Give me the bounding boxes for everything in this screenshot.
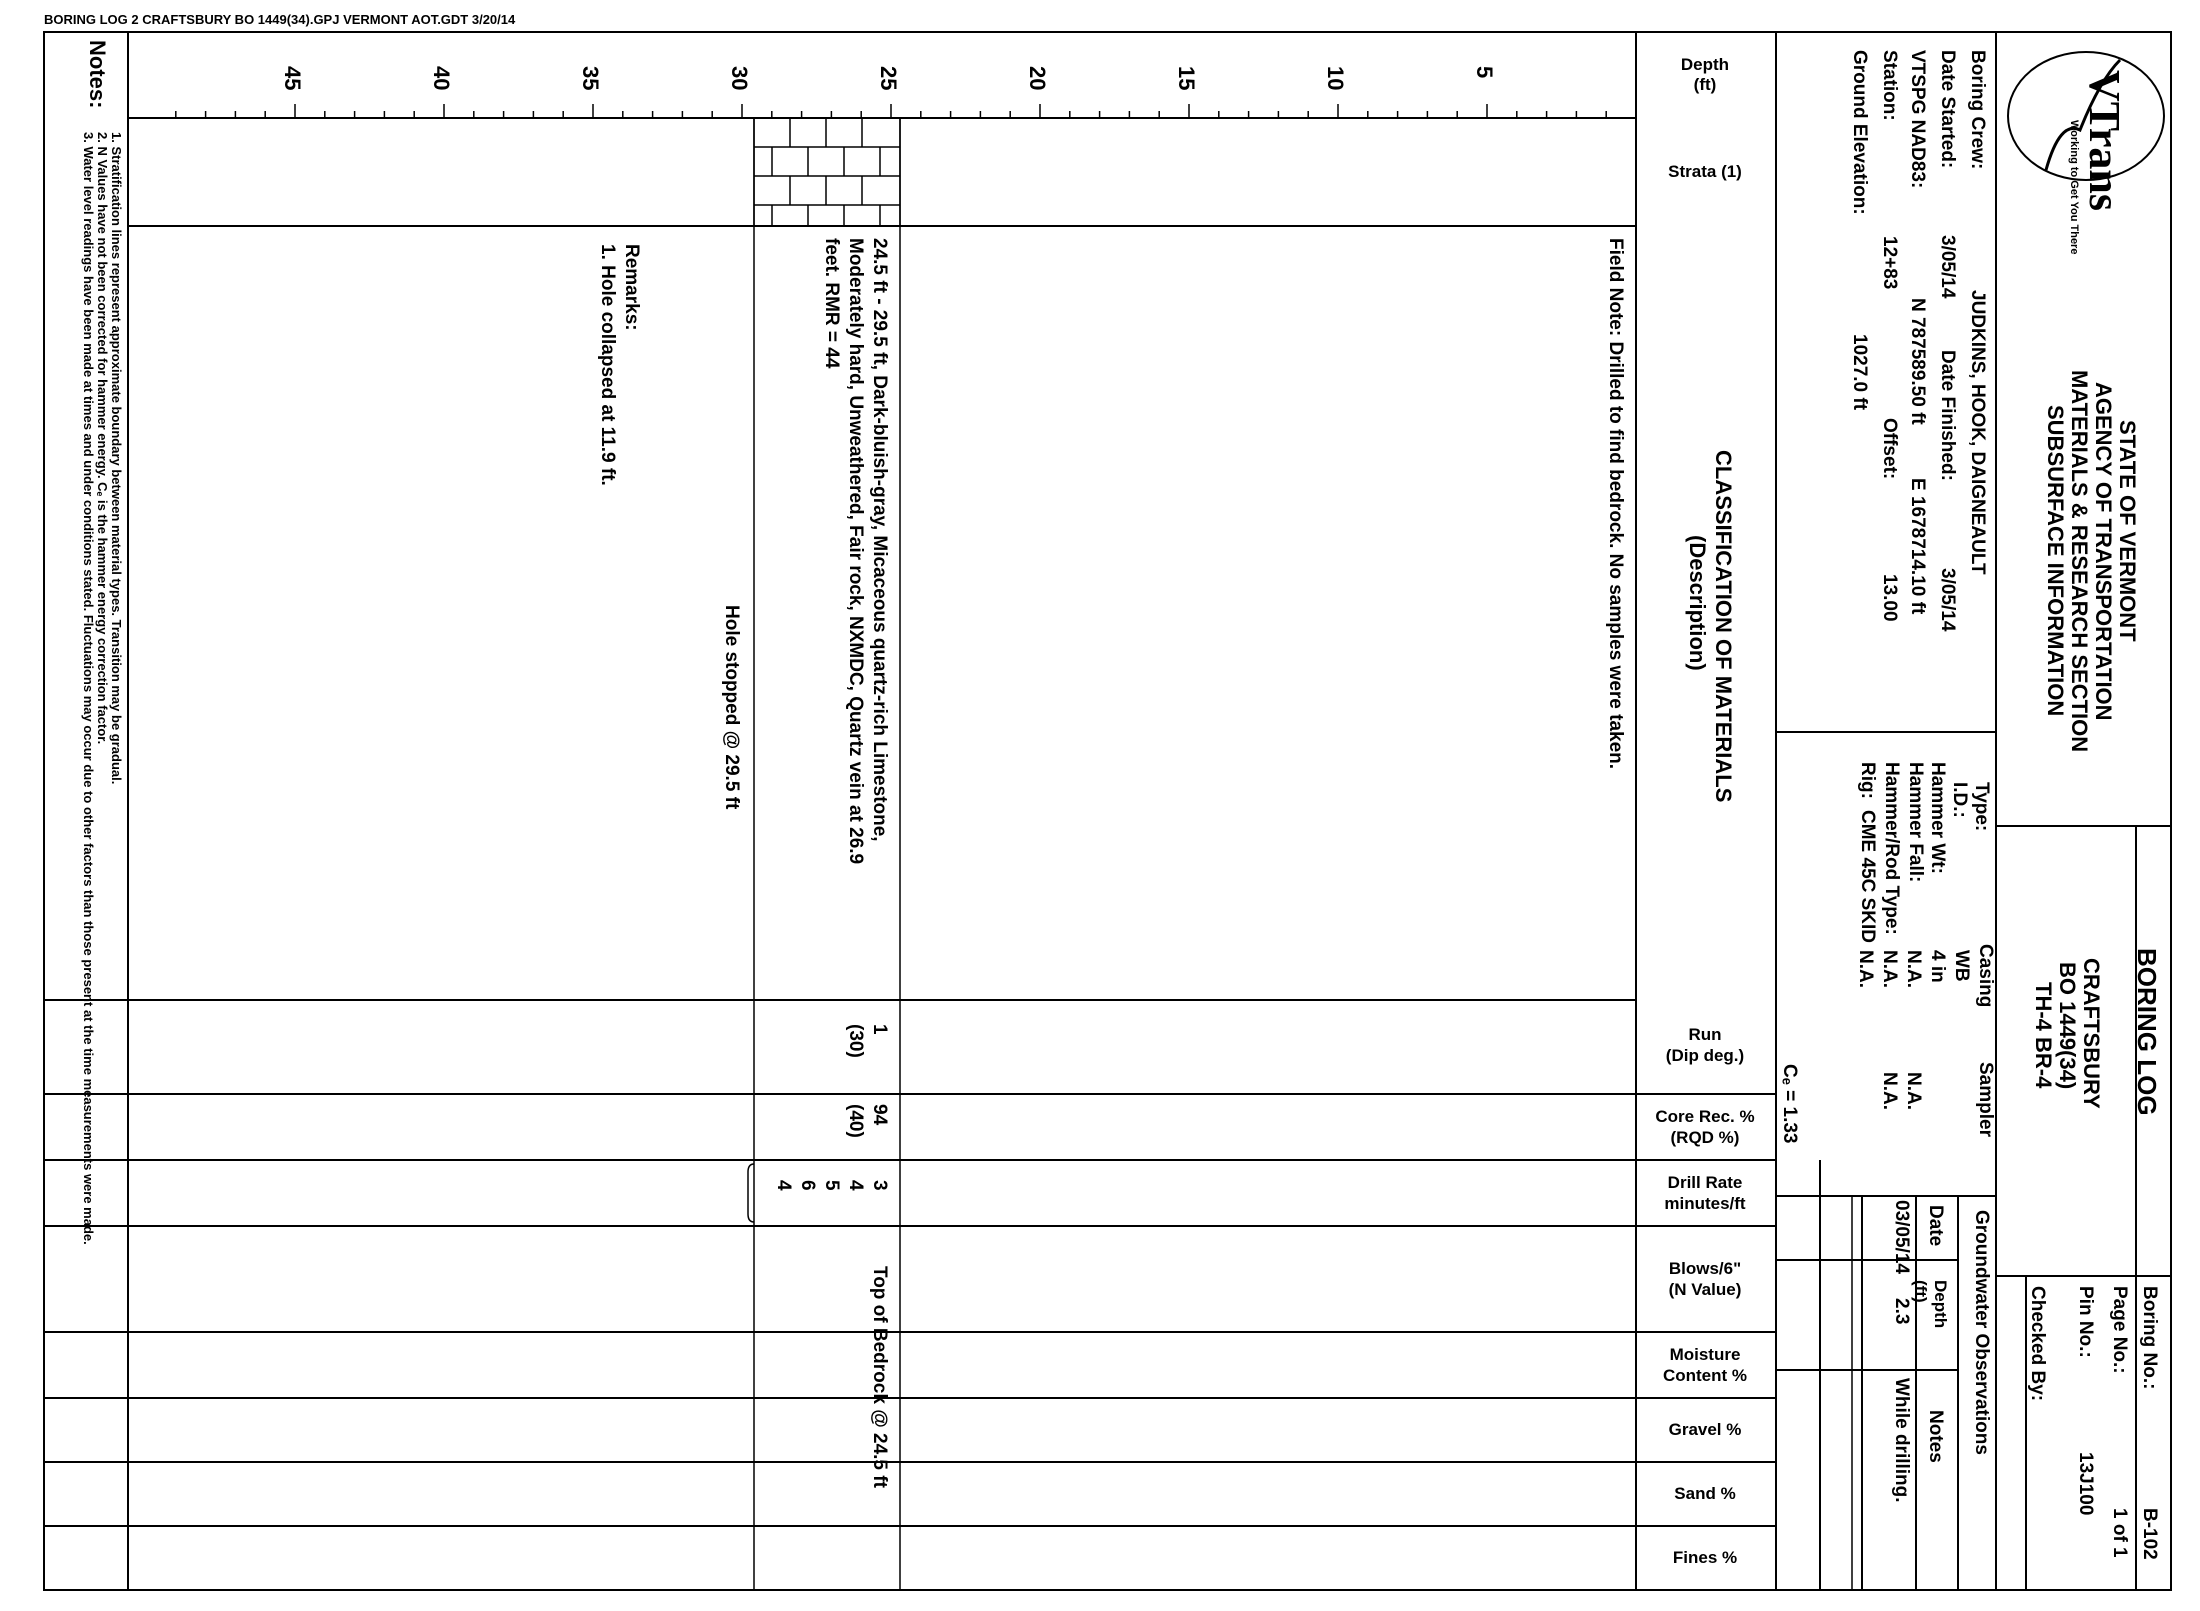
notes-label: Notes:	[85, 40, 110, 109]
northing: N 787589.50 ft	[1907, 298, 1928, 425]
gw-depth-label-text: Depth (ft)	[1911, 1280, 1950, 1329]
col-depth-header	[1640, 55, 1770, 95]
gw-notes: While drilling.	[1891, 1378, 1912, 1503]
depth-tick-label: 30	[727, 66, 752, 91]
boring-log-title: BORING LOG	[2132, 948, 2162, 1116]
depth-tick-label: 15	[1174, 66, 1199, 91]
col-gravel-header: Gravel %	[1668, 1420, 1742, 1439]
col-blows-text: Blows/6" (N Value)	[1668, 1259, 1742, 1299]
logo-text: VTrans	[2080, 70, 2129, 211]
run-number: 1	[869, 1024, 890, 1035]
col-classification-sub: (Description)	[1685, 535, 1710, 671]
file-header-line: BORING LOG 2 CRAFTSBURY BO 1449(34).GPJ VERMONT AOT.GDT 3/20/14	[44, 12, 516, 27]
page-label: Page No.:	[2109, 1286, 2130, 1374]
groundwater-title: Groundwater Observations	[1971, 1210, 1992, 1455]
depth-axis-ticks	[176, 104, 1606, 118]
depth-tick-label: 5	[1472, 66, 1497, 79]
core-recovery: 94	[869, 1104, 890, 1126]
elevation-label: Ground Elevation:	[1849, 50, 1870, 215]
offset-value: 13.00	[1879, 574, 1900, 622]
boring-no-label: Boring No.:	[2139, 1286, 2160, 1390]
structure-id: TH-4 BR-4	[2031, 982, 2056, 1089]
casing-type: WB	[1951, 950, 1972, 982]
casing-hammer-fall: N.A.	[1879, 950, 1900, 988]
remark-1: 1. Hole collapsed at 11.9 ft.	[597, 244, 618, 486]
casing-hammer-wt: N.A.	[1903, 950, 1924, 988]
easting: E 1678714.10 ft	[1907, 478, 1928, 615]
depth-tick-label: 35	[578, 66, 603, 91]
rock-description-line1: 24.5 ft - 29.5 ft, Dark-bluish-gray, Micaceous quartz-rich Limestone,	[869, 238, 890, 842]
hammer-rod-label: Hammer/Rod Type:	[1881, 762, 1902, 935]
hammer-wt-label: Hammer Wt:	[1927, 762, 1948, 874]
run-dip: (30)	[845, 1024, 866, 1058]
vtspg-label: VTSPG NAD83:	[1907, 50, 1928, 189]
boring-no: B-102	[2139, 1508, 2160, 1560]
sampler-hammer-wt: N.A.	[1903, 1072, 1924, 1110]
col-moisture-text: Moisture Content %	[1662, 1345, 1748, 1385]
equip-type-label: Type:	[1971, 782, 1992, 832]
date-started: 3/05/14	[1937, 235, 1958, 299]
sampler-label: Sampler	[1975, 1062, 1996, 1137]
depth-tick-label: 20	[1025, 66, 1050, 91]
drill-rate-5: 4	[773, 1180, 794, 1191]
depth-tick-label: 25	[876, 66, 901, 91]
col-strata-header: Strata (1)	[1668, 162, 1742, 181]
gw-depth: 2.3	[1891, 1298, 1912, 1325]
rig-label: Rig:	[1857, 762, 1878, 799]
col-core-header	[1640, 1106, 1770, 1148]
depth-tick-label: 10	[1323, 66, 1348, 91]
gw-depth-label	[1910, 1280, 1950, 1328]
hammer-fall-label: Hammer Fall:	[1905, 762, 1926, 883]
col-drill-header	[1640, 1172, 1770, 1214]
casing-id: 4 in	[1927, 950, 1948, 983]
col-moisture-header	[1640, 1344, 1770, 1386]
date-finished: 3/05/14	[1937, 568, 1958, 632]
rock-description-line3: feet. RMR = 44	[821, 238, 842, 369]
grid-lines	[44, 32, 2171, 1590]
drill-rate-2: 4	[845, 1180, 866, 1191]
col-classification-header: CLASSIFICATION OF MATERIALS	[1711, 450, 1736, 803]
project-bo: BO 1449(34)	[2055, 962, 2080, 1090]
col-sand-header: Sand %	[1674, 1484, 1736, 1503]
state-heading: STATE OF VERMONT	[2115, 420, 2140, 642]
elevation-value: 1027.0 ft	[1849, 334, 1870, 411]
equip-id-label: I.D.:	[1949, 782, 1970, 818]
info-name: SUBSURFACE INFORMATION	[2043, 405, 2068, 717]
strata-bedrock-hatch	[754, 118, 900, 226]
depth-tick-label: 45	[280, 66, 305, 91]
drill-rate-3: 5	[821, 1180, 842, 1191]
col-core-text: Core Rec. % (RQD %)	[1655, 1107, 1755, 1147]
offset-label: Offset:	[1879, 418, 1900, 480]
hole-stopped: Hole stopped @ 29.5 ft	[721, 605, 742, 810]
gw-date-label: Date	[1925, 1205, 1946, 1247]
date-started-label: Date Started:	[1937, 50, 1958, 169]
note-3: 3. Water level readings have been made at times and under conditions stated. Fluctuations may occur due to other factors than those present at the time measurements were made.	[81, 132, 96, 1245]
station-value: 12+83	[1879, 236, 1900, 290]
page-no: 1 of 1	[2109, 1508, 2130, 1558]
agency-name: AGENCY OF TRANSPORTATION	[2091, 382, 2116, 721]
col-fines-header: Fines %	[1672, 1548, 1738, 1567]
drill-rate-4: 6	[797, 1180, 818, 1191]
top-of-bedrock: Top of Bedrock @ 24.5 ft	[869, 1266, 890, 1488]
crew-value: JUDKINS, HOOK, DAIGNEAULT	[1967, 290, 1988, 575]
depth-tick-label: 40	[429, 66, 454, 91]
station-label: Station:	[1879, 50, 1900, 121]
col-run-text: Run (Dip deg.)	[1665, 1025, 1745, 1065]
drill-rate-1: 3	[869, 1180, 890, 1191]
note-1: 1. Stratification lines represent approximate boundary between material types. Transition may be gradual.	[109, 132, 124, 785]
hammer-correction: Cₑ = 1.33	[1779, 1064, 1800, 1144]
checked-label: Checked By:	[2027, 1286, 2048, 1402]
casing-rod-type: N.A.	[1855, 950, 1876, 988]
rig-value: CME 45C SKID	[1857, 810, 1878, 944]
pin-no: 13J100	[2075, 1452, 2096, 1516]
crew-label: Boring Crew:	[1967, 50, 1988, 170]
gw-date: 03/05/14	[1891, 1200, 1912, 1274]
col-blows-header	[1640, 1258, 1770, 1300]
remarks-label: Remarks:	[621, 244, 642, 331]
date-finished-label: Date Finished:	[1937, 350, 1958, 481]
field-note: Field Note: Drilled to find bedrock. No samples were taken.	[1605, 238, 1626, 770]
note-2: 2. N Values have not been corrected for hammer energy. Cₑ is the hammer energy correction factor.	[95, 132, 110, 745]
col-run-header	[1640, 1024, 1770, 1066]
sampler-hammer-fall: N.A.	[1879, 1072, 1900, 1110]
core-rqd: (40)	[845, 1104, 866, 1138]
logo-tagline: Working to Get You There	[2068, 120, 2080, 255]
casing-label: Casing	[1975, 944, 1996, 1008]
project-name: CRAFTSBURY	[2079, 958, 2104, 1109]
rock-description-line2: Moderately hard, Unweathered, Fair rock, NXMDC, Quartz vein at 26.9	[845, 238, 866, 865]
col-drill-text: Drill Rate minutes/ft	[1664, 1173, 1746, 1213]
pin-label: Pin No.:	[2075, 1286, 2096, 1358]
section-name: MATERIALS & RESEARCH SECTION	[2067, 370, 2092, 753]
col-depth-text: Depth (ft)	[1680, 55, 1730, 94]
gw-notes-label: Notes	[1925, 1410, 1946, 1463]
